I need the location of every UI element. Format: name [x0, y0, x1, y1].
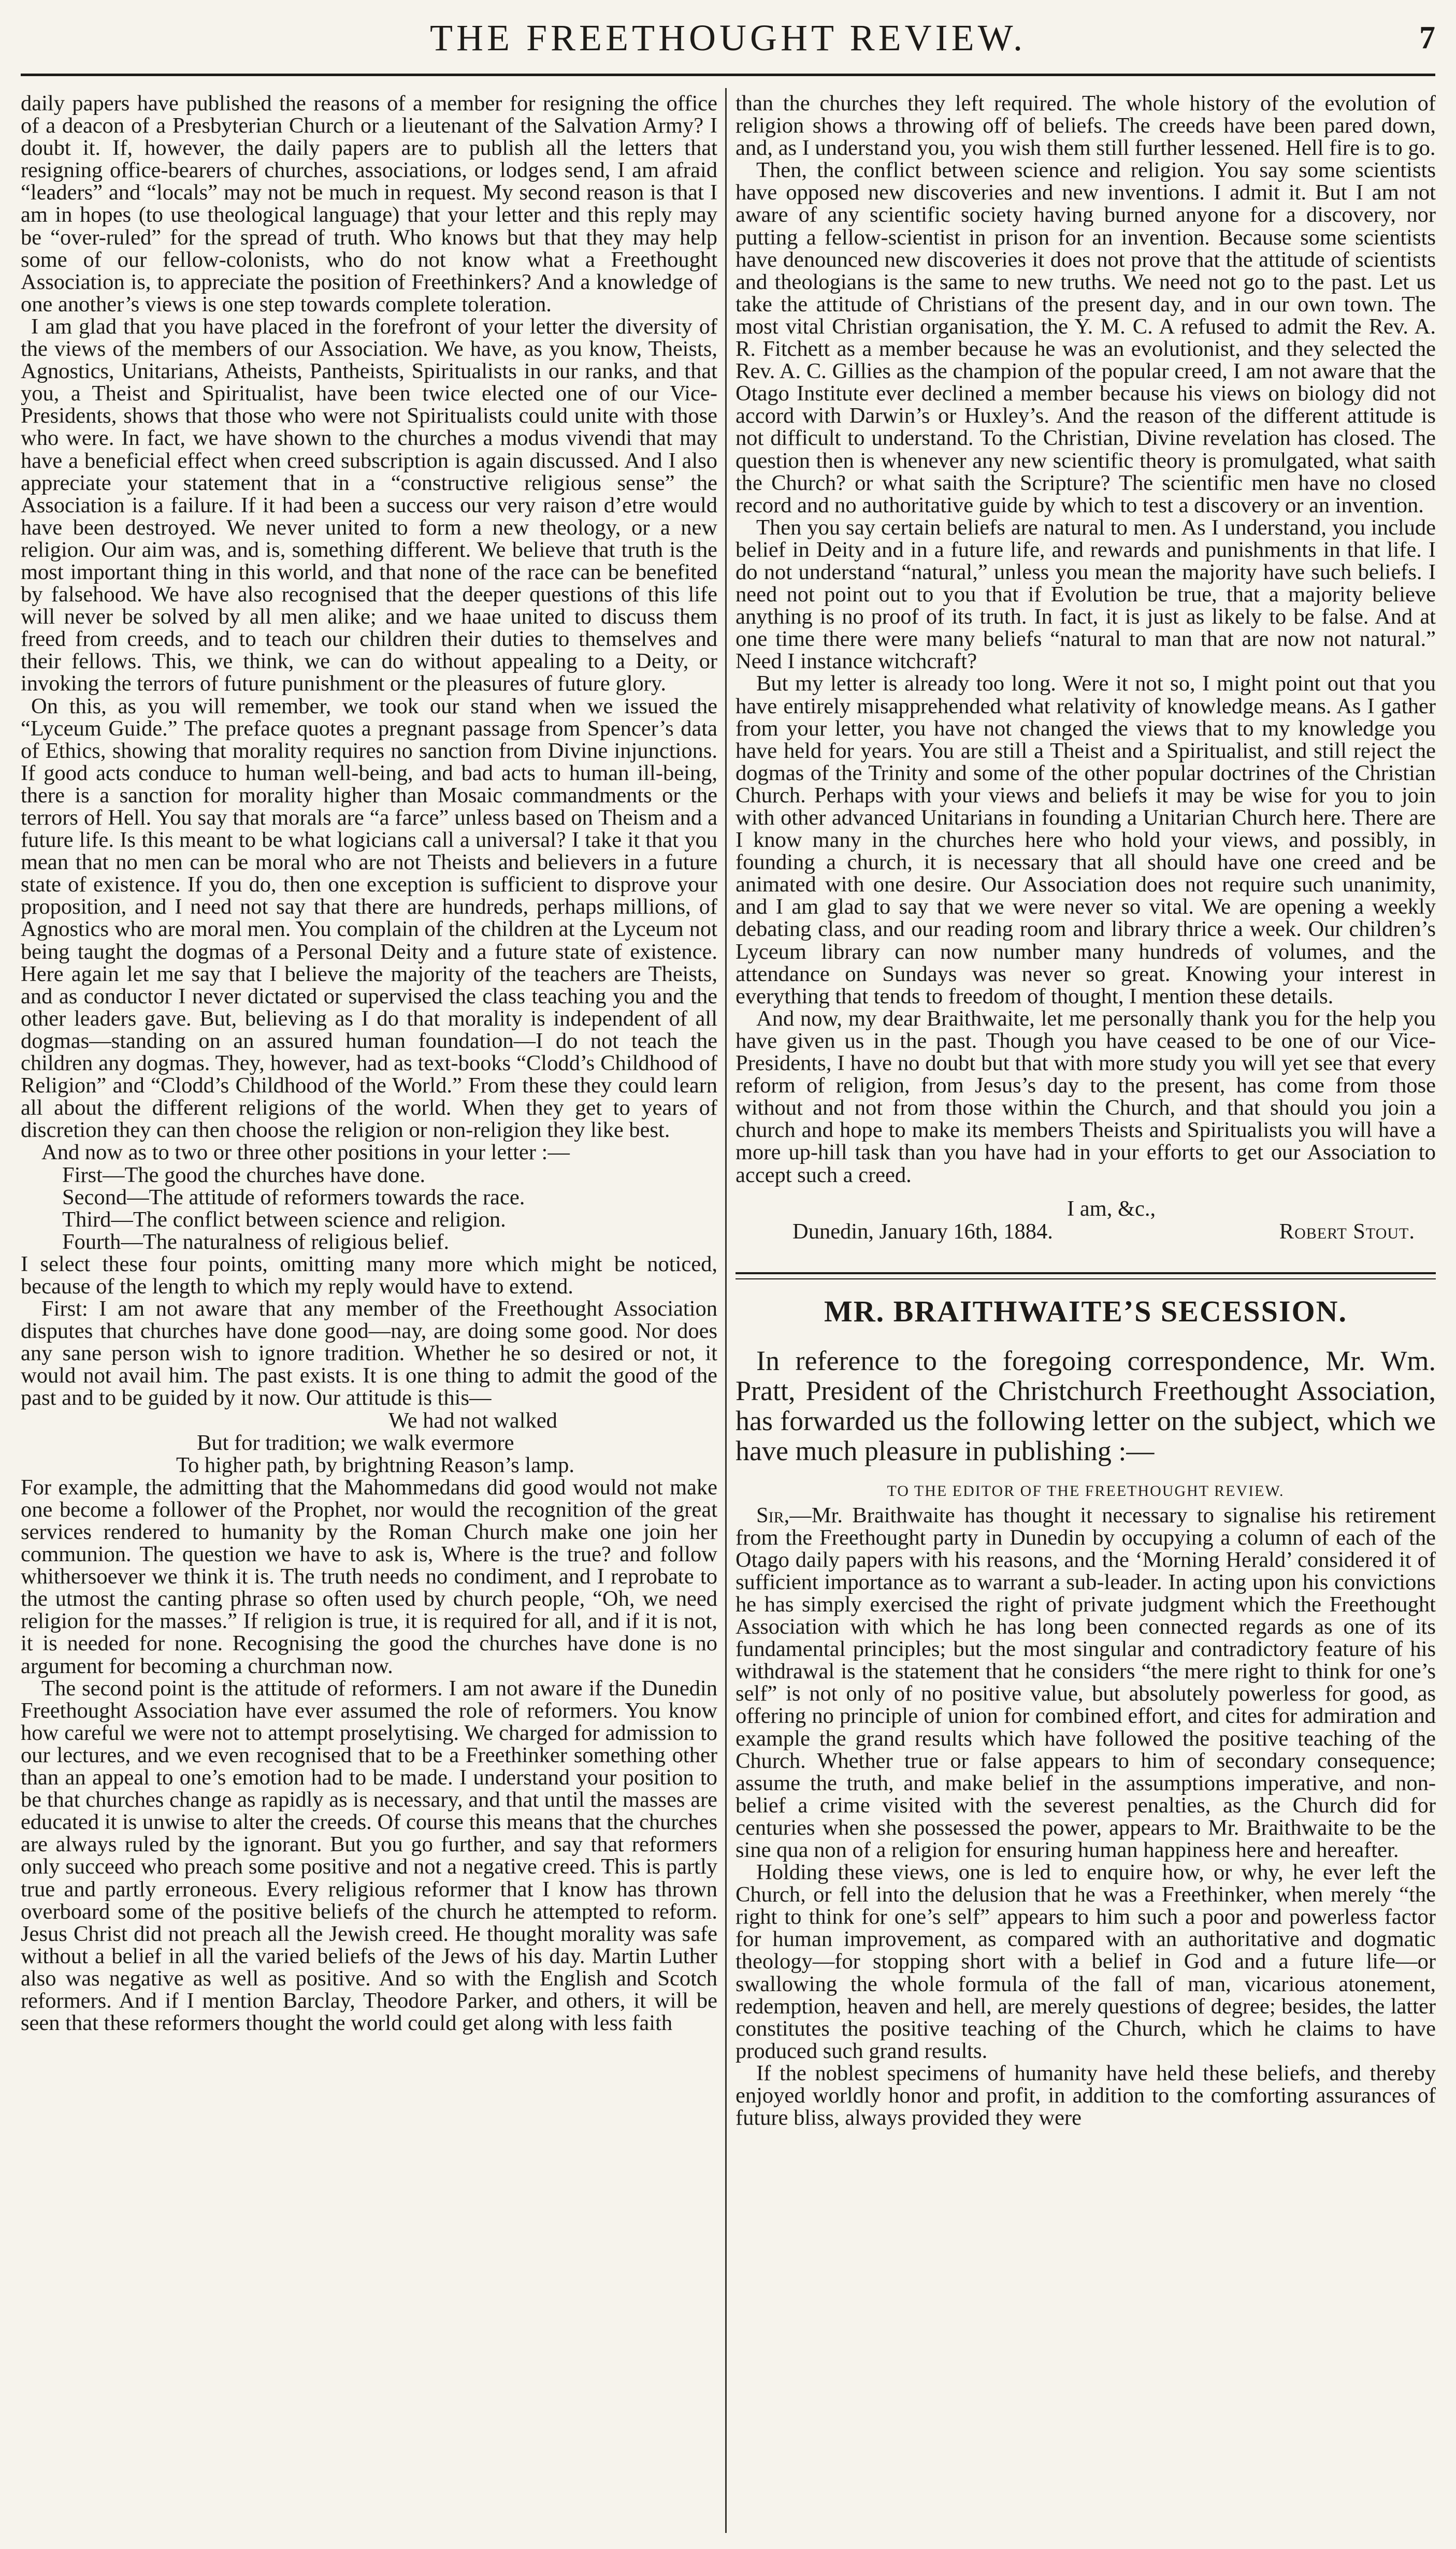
list-item: Fourth—The naturalness of religious belief.	[62, 1229, 450, 1254]
letter-salutation: Sir,	[756, 1503, 790, 1528]
verse-line: To higher path, by brightning Reason’s lamp.	[176, 1452, 575, 1477]
right-paragraph-4: But my letter is already too long. Were it not so, I might point out that you have entirely misapprehended what relativity of knowledge means. As I gather from your letter, you have not changed the views that to my knowledge you have held for years. You are still a Theist and a Spiritualist, and still reject the dogmas of the Trinity and some of the other popular doctrines of the Christian Church. Perhaps with your views and beliefs it may be wise for you to join with other advanced Unitarians in founding a Unitarian Church here. There are I know many in the churches here who hold your views, and possibly, in founding a church, it is necessary that all should have one creed and be animated with one desire. Our Association does not require such unanimity, and I am glad to say that we were never so vital. We are opening a weekly debating class, and our reading room and library thrice a week. Our children’s Lyceum library can now number many hundreds of volumes, and the attendance on Sundays was never so great. Knowing your interest in everything that tends to freedom of thought, I mention these details.	[736, 671, 1436, 1009]
verse-quote	[21, 1409, 717, 1476]
verse-line: We had not walked	[388, 1408, 557, 1433]
publication-title: THE FREETHOUGHT REVIEW.	[430, 17, 1026, 59]
letter-paragraph-3: If the noblest specimens of humanity have held these beliefs, and thereby enjoyed worldly honor and profit, in addition to the comforting assurances of future bliss, always provided they were	[736, 2061, 1436, 2130]
editor-heading: TO THE EDITOR OF THE FREETHOUGHT REVIEW.	[887, 1482, 1285, 1500]
section-divider-thin	[736, 1278, 1436, 1279]
list-item: First—The good the churches have done.	[62, 1162, 426, 1187]
column-divider	[725, 88, 727, 2533]
left-paragraph-6: First: I am not aware that any member of the Freethought Association disputes that churches have done good—nay, are doing some good. Nor does any sane person wish to ignore tradition. Whether he so desired or not, it would not avail him. The past exists. It is one thing to admit the good of the past and to be guided by it now. Our attitude is this—	[21, 1297, 717, 1410]
letter-paragraph-1	[736, 1504, 1436, 1862]
list-item: Second—The attitude of reformers towards the race.	[62, 1185, 525, 1209]
left-paragraph-4: And now as to two or three other positions in your letter :—	[41, 1140, 570, 1165]
letter-paragraph-1-text: —Mr. Braithwaite has thought it necessary to signalise his retirement from the Freethought party in Dunedin by occupying a column of each of the Otago daily papers with his reasons, and the ‘Morning Herald’ considered it of sufficient importance as to warrant a sub-leader. In acting upon his convictions he has simply exercised the right of private judgment which the Freethought Association with which he has long been connected regards as one of its fundamental principles; but the most singular and contradictory feature of his withdrawal is the statement that he considers “the mere right to think for one’s self” is not only of no positive value, but absolutely powerless for good, as offering no principle of union for combined effort, and cites for admiration and example the grand results which have followed the positive teaching of the Church. Whether true or false appears to him of secondary consequence; assume the truth, and make belief in the assumptions imperative, and non-belief a crime visited with the severest penalties, as the Church did for centuries when she possessed the power, appears to Mr. Braithwaite to be the sine qua non of a religion for ensuring human happiness here and hereafter.	[736, 1503, 1436, 1862]
page-number: 7	[1419, 20, 1435, 55]
left-column	[21, 92, 717, 2536]
verse-line: But for tradition; we walk evermore	[197, 1430, 514, 1455]
masthead	[21, 11, 1435, 76]
left-paragraph-5: I select these four points, omitting many more which might be noticed, because of the length to which my reply would have to extend.	[21, 1251, 717, 1299]
letter-paragraph-2: Holding these views, one is led to enquire how, or why, he ever left the Church, or fell into the delusion that he was a Freethinker, when merely “the right to think for one’s self” appears to him such a poor and powerless factor for human improvement, as compared with an authoritative and dogmatic theology—for stopping short with a belief in God and a future life—or swallowing the whole formula of the fall of man, vicarious atonement, redemption, heaven and hell, are merely questions of degree; besides, the latter constitutes the positive teaching of the Church, which he claims to have produced such grand results.	[736, 1860, 1436, 2063]
signature-closing: I am, &c.,	[1067, 1196, 1156, 1221]
left-paragraph-1: daily papers have published the reasons of a member for resigning the office of a deacon of a Presbyterian Church or a lieutenant of the Salvation Army? I doubt it. If, however, the daily papers are to publish all the letters that resigning office-bearers of churches, associations, or lodges send, I am afraid “leaders” and “locals” may not be much in request. My second reason is that I am in hopes (to use theological language) that your letter and this reply may be “over-ruled” for the spread of truth. Who knows but that they may help some of our fellow-colonists, who do not know what a Freethought Association is, to appreciate the position of Freethinkers? And a knowledge of one another’s views is one step towards complete toleration.	[21, 92, 717, 316]
section-intro: In reference to the foregoing correspondence, Mr. Wm. Pratt, President of the Christchurch Freethought Association, has forwarded us the following letter on the subject, which we have much pleasure in publishing :—	[736, 1345, 1436, 1466]
section-title: MR. BRAITHWAITE’S SECESSION.	[824, 1294, 1348, 1328]
right-paragraph-3: Then you say certain beliefs are natural to men. As I understand, you include belief in Deity and in a future life, and rewards and punishments in that life. I do not understand “natural,” unless you mean the majority have such beliefs. I need not point out to you that if Evolution be true, that a majority believe anything is no proof of its truth. In fact, it is just as likely to be false. And at one time there were many beliefs “natural to man that are now not natural.” Need I instance witchcraft?	[736, 515, 1436, 674]
positions-list	[21, 1164, 717, 1253]
left-paragraph-8: The second point is the attitude of reformers. I am not aware if the Dunedin Freethought Association have ever assumed the role of reformers. You know how careful we were not to attempt proselytising. We charged for admission to our lectures, and we even recognised that to be a Freethinker something other than an appeal to one’s emotion had to be made. I understand your position to be that churches change as rapidly as is necessary, and that until the masses are educated it is unwise to alter the creeds. Of course this means that the churches are always ruled by the ignorant. But you go further, and say that reformers only succeed who preach some positive and not a negative creed. This is partly true and partly erroneous. Every religious reformer that I know has thrown overboard some of the positive beliefs of the church he attempted to reform. Jesus Christ did not preach all the Jewish creed. He thought morality was safe without a belief in all the varied beliefs of the Jews of his day. Martin Luther also was negative as well as positive. And so with the English and Scotch reformers. And if I mention Barclay, Theodore Parker, and others, it will be seen that these reformers thought the world could get along with less faith	[21, 1676, 717, 2036]
letter-signature	[736, 1198, 1436, 1255]
section-divider	[736, 1272, 1436, 1274]
signature-date: Dunedin, January 16th, 1884.	[792, 1219, 1053, 1244]
right-paragraph-5: And now, my dear Braithwaite, let me personally thank you for the help you have given us in the past. Though you have ceased to be one of our Vice-Presidents, I have no doubt but that with more study you will yet see that every reform of religion, from Jesus’s day to the present, has come from those without and not from those within the Church, and that should you join a church and hope to make its members Theists and Spiritualists you will have a more up-hill task than you have had in your efforts to get our Association to accept such a creed.	[736, 1006, 1436, 1187]
left-paragraph-2: I am glad that you have placed in the forefront of your letter the diversity of the views of the members of our Association. We have, as you know, Theists, Agnostics, Unitarians, Atheists, Pantheists, Spiritualists in our ranks, and that you, a Theist and Spiritualist, have been twice elected one of our Vice-Presidents, shows that those who were not Spiritualists could unite with those who were. In fact, we have shown to the churches a modus vivendi that may have a beneficial effect when creed subscription is again discussed. And I also appreciate your statement that in a “constructive religious sense” the Association is a failure. If it had been a success our very raison d’etre would have been destroyed. We never united to form a new theology, or a new religion. Our aim was, and is, something different. We believe that truth is the most important thing in this world, and that none of the race can be benefited by falsehood. We have also recognised that the deeper questions of this life will never be solved by all men alike; and we haae united to discuss them freed from creeds, and to teach our children their duties to themselves and their fellows. This, we think, we can do without appealing to a Deity, or invoking the terrors of future punishment or the pleasures of future glory.	[21, 314, 717, 696]
left-paragraph-3: On this, as you will remember, we took our stand when we issued the “Lyceum Guide.” The preface quotes a pregnant passage from Spencer’s data of Ethics, showing that morality requires no sanction from Divine injunctions. If good acts conduce to human well-being, and bad acts to human ill-being, there is a sanction for morality higher than Mosaic commandments or the terrors of Hell. You say that morals are “a farce” unless based on Theism and a future life. Is this meant to be what logicians call a universal? I take it that you mean that no men can be moral who are not Theists and believers in a future state of existence. If you do, then one exception is sufficient to disprove your proposition, and I need not say that there are hundreds, perhaps millions, of Agnostics who are moral men. You complain of the children at the Lyceum not being taught the dogmas of a Personal Deity and a future state of existence. Here again let me say that I believe the majority of the teachers are Theists, and as conductor I never dictated or supervised the class teaching you and the other leaders gave. But, believing as I do that morality is independent of all dogmas—standing on an assured human foundation—I do not teach the children any dogmas. They, however, had as text-books “Clodd’s Childhood of Religion” and “Clodd’s Childhood of the World.” From these they could learn all about the different religions of the world. When they get to years of discretion they can then choose the religion or non-religion they like best.	[21, 694, 717, 1143]
signature-name: Robert Stout.	[1279, 1219, 1415, 1244]
list-item: Third—The conflict between science and religion.	[62, 1207, 506, 1232]
right-paragraph-1: than the churches they left required. The whole history of the evolution of religion shows a throwing off of beliefs. The creeds have been pared down, and, as I understand you, you wish them still further lessened. Hell fire is to go.	[736, 92, 1436, 161]
right-paragraph-2: Then, the conflict between science and religion. You say some scientists have opposed new discoveries and new inventions. I admit it. But I am not aware of any scientific society having burned anyone for a discovery, nor putting a fellow-scientist in prison for an invention. Because some scientists have denounced new discoveries it does not prove that the attitude of scientists and theologians is the same to new truths. We need not go to the past. Let us take the attitude of Christians of the present day, and in our own town. The most vital Christian organisation, the Y. M. C. A refused to admit the Rev. A. R. Fitchett as a member because he was an evolutionist, and they selected the Rev. A. C. Gillies as the champion of the popular creed, I am not aware that the Otago Institute ever declined a member because his views on biology did not accord with Darwin’s or Huxley’s. And the reason of the different attitude is not difficult to understand. To the Christian, Divine revelation has closed. The question then is whenever any new scientific theory is promulgated, what saith the Church? or what saith the Scripture? The scientific men have no closed record and no authoritative guide by which to test a discovery or an invention.	[736, 158, 1436, 517]
left-paragraph-7: For example, the admitting that the Mahommedans did good would not make one become a follower of the Prophet, nor would the recognition of the great services rendered to humanity by the Roman Church make one join her communion. The question we have to ask is, Where is the true? and follow whithersoever we think it is. The truth needs no condiment, and I reprobate to the utmost the canting phrase so often used by church people, “Oh, we need religion for the masses.” If religion is true, it is required for all, and if it is not, it is needed for none. Recognising the good the churches have done is no argument for becoming a churchman now.	[21, 1475, 717, 1678]
right-column	[736, 92, 1436, 2536]
